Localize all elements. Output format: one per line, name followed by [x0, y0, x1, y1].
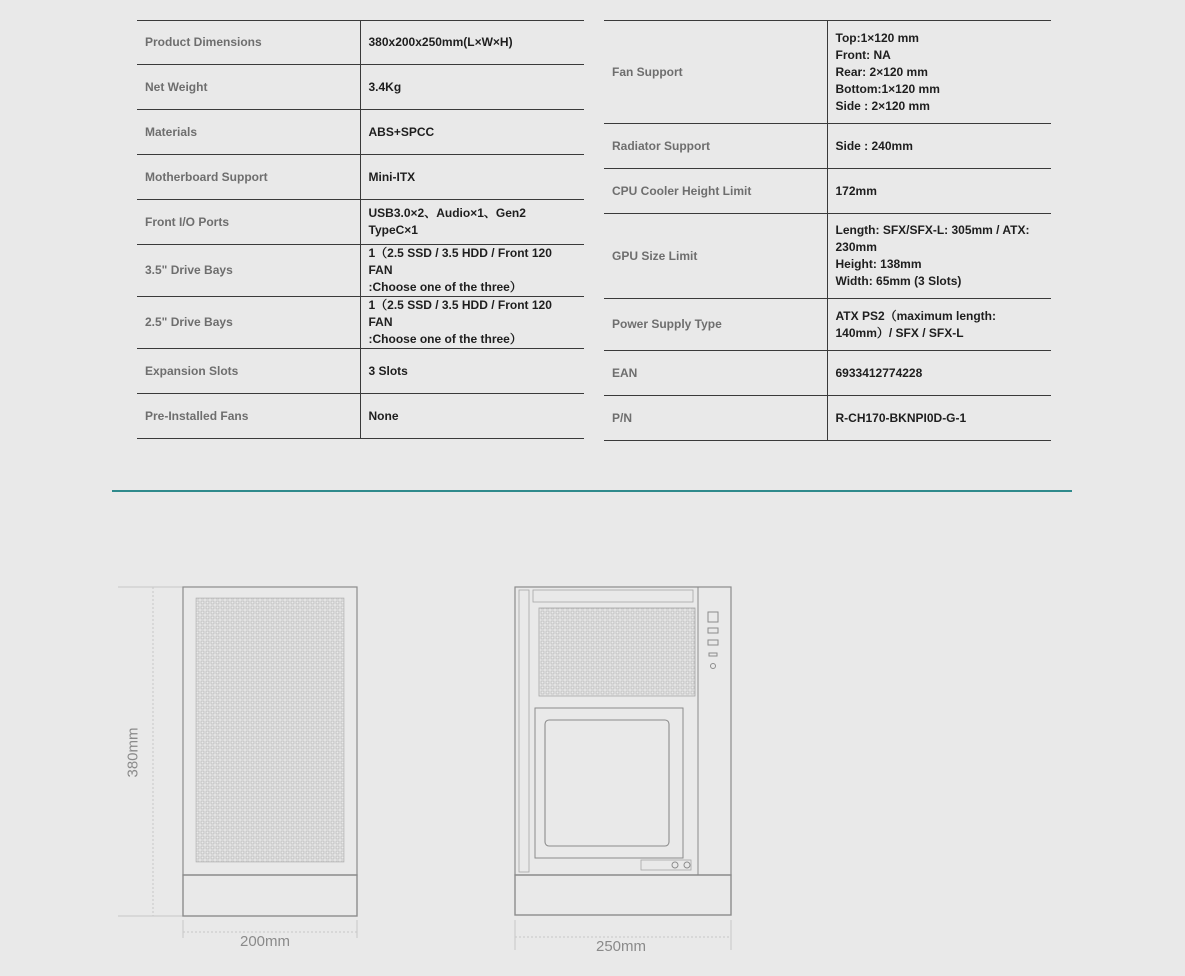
spec-value-line: Height: 138mm	[835, 257, 922, 271]
spec-value-line: 230mm	[835, 240, 877, 254]
spec-value-line: R-CH170-BKNPI0D-G-1	[835, 410, 967, 425]
spec-value-line: Front: NA	[835, 47, 891, 62]
spec-label: Radiator Support	[604, 124, 827, 169]
spec-value-line: Length: SFX/SFX-L: 305mm / ATX:	[835, 223, 1030, 237]
spec-value	[360, 394, 584, 439]
spec-value-line: 3.4Kg	[368, 79, 402, 94]
spec-value-line: :Choose one of the three）	[368, 280, 522, 294]
spec-left-row	[137, 110, 584, 155]
spec-value-line: 172mm	[835, 183, 877, 198]
spec-label: Expansion Slots	[137, 349, 360, 394]
spec-label: Motherboard Support	[137, 155, 360, 200]
spec-value-line: None	[368, 408, 399, 423]
spec-label: Product Dimensions	[137, 21, 360, 65]
spec-label: CPU Cooler Height Limit	[604, 169, 827, 214]
front-height-label: 380mm	[124, 727, 142, 778]
spec-value	[360, 65, 584, 110]
spec-value-line: ABS+SPCC	[368, 124, 435, 139]
spec-label: 2.5" Drive Bays	[137, 297, 360, 349]
spec-label: Front I/O Ports	[137, 200, 360, 245]
spec-label: GPU Size Limit	[604, 214, 827, 299]
spec-value-line: 1（2.5 SSD / 3.5 HDD / Front 120 FAN	[368, 246, 552, 277]
section-divider	[112, 490, 1072, 492]
spec-label: 3.5" Drive Bays	[137, 245, 360, 297]
spec-label: Materials	[137, 110, 360, 155]
spec-value-line: Rear: 2×120 mm	[835, 64, 928, 79]
spec-value-line: 380x200x250mm(L×W×H)	[368, 35, 513, 49]
spec-value	[360, 21, 584, 65]
spec-value-line: :Choose one of the three）	[368, 332, 522, 346]
spec-value	[827, 214, 1051, 299]
spec-label: Power Supply Type	[604, 299, 827, 351]
spec-value	[360, 110, 584, 155]
spec-left-row	[137, 200, 584, 245]
spec-value-line: Mini-ITX	[368, 169, 416, 184]
spec-value-line: Width: 65mm (3 Slots)	[835, 274, 962, 288]
spec-value	[827, 169, 1051, 214]
spec-value	[360, 349, 584, 394]
spec-value	[360, 200, 584, 245]
side-depth-label: 250mm	[596, 938, 647, 955]
spec-right-row	[604, 21, 1051, 124]
spec-value-line: Side : 240mm	[835, 138, 913, 153]
front-view-drawing	[110, 580, 370, 955]
spec-right-row	[604, 299, 1051, 351]
spec-value	[827, 299, 1051, 351]
spec-value	[360, 155, 584, 200]
spec-value-line: 6933412774228	[835, 365, 923, 380]
spec-label: Net Weight	[137, 65, 360, 110]
spec-left-row	[137, 21, 584, 65]
spec-value-line: Top:1×120 mm	[835, 30, 919, 45]
spec-label: Fan Support	[604, 21, 827, 124]
spec-value	[827, 351, 1051, 396]
spec-left-row	[137, 394, 584, 439]
spec-right-row	[604, 124, 1051, 169]
spec-value	[827, 21, 1051, 124]
spec-table-right	[604, 20, 1051, 441]
side-view-drawing	[505, 580, 745, 960]
spec-value-line: USB3.0×2、Audio×1、Gen2 TypeC×1	[368, 206, 526, 237]
spec-value	[827, 396, 1051, 441]
spec-left-row	[137, 65, 584, 110]
spec-right-row	[604, 214, 1051, 299]
spec-left-row	[137, 297, 584, 349]
spec-right-row	[604, 351, 1051, 396]
spec-value-line: Side : 2×120 mm	[835, 98, 930, 113]
spec-label: EAN	[604, 351, 827, 396]
spec-left-row	[137, 245, 584, 297]
spec-value	[360, 297, 584, 349]
spec-label: Pre-Installed Fans	[137, 394, 360, 439]
spec-value-line: 1（2.5 SSD / 3.5 HDD / Front 120 FAN	[368, 298, 552, 329]
spec-value-line: ATX PS2（maximum length:	[835, 308, 996, 323]
spec-value-line: 3 Slots	[368, 363, 408, 378]
spec-label: P/N	[604, 396, 827, 441]
spec-value	[827, 124, 1051, 169]
spec-right-row	[604, 396, 1051, 441]
spec-left-row	[137, 349, 584, 394]
spec-value-line: 140mm）/ SFX / SFX-L	[835, 325, 964, 340]
spec-right-row	[604, 169, 1051, 214]
spec-left-row	[137, 155, 584, 200]
spec-table-left	[137, 20, 584, 439]
front-width-label: 200mm	[240, 933, 291, 950]
spec-value-line: Bottom:1×120 mm	[835, 81, 940, 96]
spec-value	[360, 245, 584, 297]
